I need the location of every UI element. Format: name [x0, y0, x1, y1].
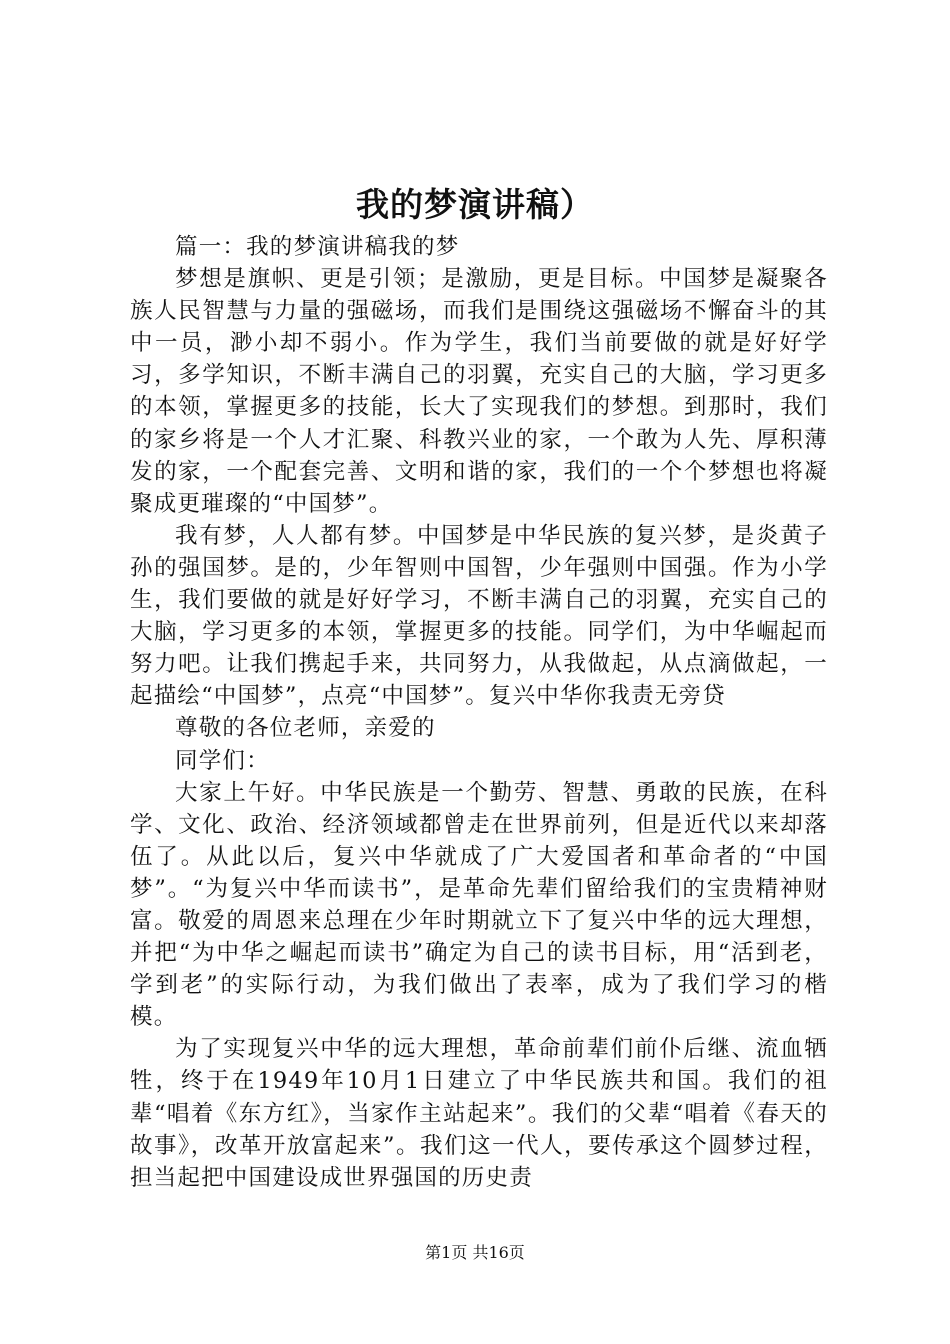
paragraph: 梦想是旗帜、更是引领；是激励，更是目标。中国梦是凝聚各族人民智慧与力量的强磁场，而我们是围绕这强磁场不懈奋斗的其中一员，渺小却不弱小。作为学生，我们当前要做的就是好好学习，多学知识，不断丰满自己的羽翼，充实自己的大脑，学习更多的本领，掌握更多的技能，长大了实现我们的梦想。到那时，我们的家乡将是一个人才汇聚、科教兴业的家，一个敢为人先、厚积薄发的家，一个配套完善、文明和谐的家，我们的一个个梦想也将凝聚成更璀璨的“中国梦”。	[130, 266, 828, 517]
paragraph: 篇一：我的梦演讲稿我的梦	[175, 234, 460, 260]
paragraph: 尊敬的各位老师，亲爱的	[175, 715, 436, 742]
paragraph: 我有梦，人人都有梦。中国梦是中华民族的复兴梦，是炎黄子孙的强国梦。是的，少年智则中国智，少年强则中国强。作为小学生，我们要做的就是好好学习，不断丰满自己的羽翼，充实自己的大脑，学习更多的本领，掌握更多的技能。同学们，为中华崛起而努力吧。让我们携起手来，共同努力，从我做起，从点滴做起，一起描绘“中国梦”，点亮“中国梦”。复兴中华你我责无旁贷	[130, 522, 828, 710]
paragraph: 同学们：	[175, 747, 270, 774]
document-title: 我的梦演讲稿）	[356, 185, 594, 224]
paragraph: 为了实现复兴中华的远大理想，革命前辈们前仆后继、流血牺牲，终于在1949年10月1日建立了中华民族共和国。我们的祖辈“唱着《东方红》，当家作主站起来”。我们的父辈“唱着《春天的故事》，改革开放富起来”。我们这一代人，要传承这个圆梦过程，担当起把中国建设成世界强国的历史责	[130, 1036, 828, 1191]
paragraph: 大家上午好。中华民族是一个勤劳、智慧、勇敢的民族，在科学、文化、政治、经济领域都曾走在世界前列，但是近代以来却落伍了。从此以后，复兴中华就成了广大爱国者和革命者的“中国梦”。“为复兴中华而读书”，是革命先辈们留给我们的宝贵精神财富。敬爱的周恩来总理在少年时期就立下了复兴中华的远大理想，并把“为中华之崛起而读书”确定为自己的读书目标，用“活到老，学到老”的实际行动，为我们做出了表率，成为了我们学习的楷模。	[130, 779, 828, 1031]
page-number-footer: 第1页 共16页	[425, 1243, 525, 1262]
document-body	[130, 231, 828, 1194]
